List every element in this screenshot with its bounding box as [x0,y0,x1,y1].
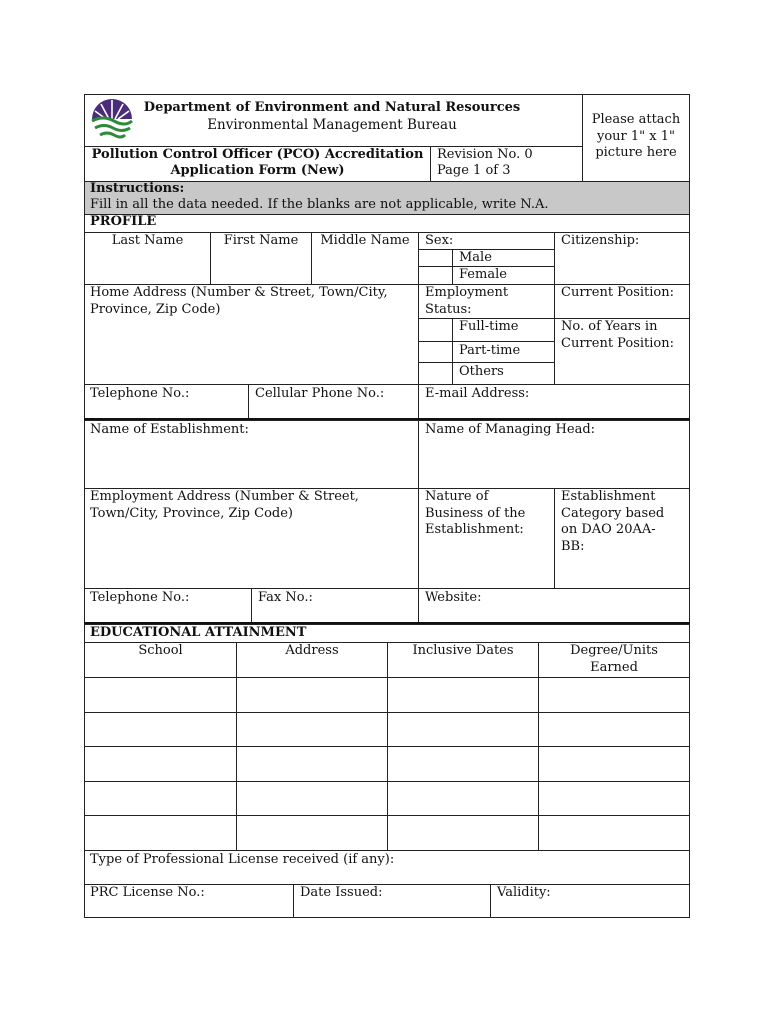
table-cell[interactable] [84,815,237,851]
part-time-label: Part-time [459,343,521,358]
full-time-checkbox[interactable] [418,318,453,342]
denr-logo [89,96,135,142]
prc-license-label: PRC License No.: [90,885,205,900]
table-cell[interactable] [387,677,539,713]
others-label: Others [459,364,504,379]
middle-name-label: Middle Name [320,233,410,248]
table-cell[interactable] [84,712,237,747]
home-address-label: Home Address (Number & Street, Town/City, Province, Zip Code) [90,285,388,317]
profile-heading: PROFILE [90,214,157,229]
form-title-line1: Pollution Control Officer (PCO) Accreditation [91,147,424,162]
telephone2-label: Telephone No.: [90,590,190,605]
table-cell[interactable] [84,746,237,782]
est-category-label: Establishment Category based on DAO 20AA- BB: [561,489,665,554]
full-time-label: Full-time [459,319,519,334]
managing-head-label: Name of Managing Head: [425,422,596,437]
male-label: Male [459,250,492,265]
last-name-label: Last Name [111,233,184,248]
sex-label: Sex: [425,233,454,248]
validity-label: Validity: [497,885,551,900]
fax-label: Fax No.: [258,590,313,605]
others-checkbox[interactable] [418,362,453,385]
bureau-name: Environmental Management Bureau [207,117,457,133]
nature-business-label: Nature of Business of the Establishment: [425,489,526,537]
form-title-line2: Application Form (New) [170,163,345,178]
table-cell[interactable] [84,677,237,713]
degree-header: Degree/Units Earned [570,643,658,675]
instructions-heading: Instructions: [90,181,185,196]
employment-address-label: Employment Address (Number & Street, Town/City, Province, Zip Code) [90,489,359,521]
male-checkbox[interactable] [418,249,453,267]
agency-name: Department of Environment and Natural Resources [143,100,521,115]
table-cell[interactable] [236,781,388,816]
table-cell[interactable] [387,746,539,782]
table-cell[interactable] [538,746,690,782]
table-cell[interactable] [236,712,388,747]
table-cell[interactable] [236,677,388,713]
profile-heading-cell [84,214,690,233]
cellular-label: Cellular Phone No.: [255,386,385,401]
photo-note: Please attach your 1" x 1" picture here [591,112,681,160]
table-cell[interactable] [387,815,539,851]
table-cell[interactable] [387,781,539,816]
email-label: E-mail Address: [425,386,530,401]
instructions-text: Fill in all the data needed. If the blanks are not applicable, write N.A. [90,197,549,212]
years-in-position-label: No. of Years in Current Position: [561,319,675,351]
website-label: Website: [425,590,482,605]
license-type-label: Type of Professional License received (if any): [90,852,395,867]
citizenship-label: Citizenship: [561,233,640,248]
education-heading: EDUCATIONAL ATTAINMENT [90,625,307,640]
table-cell[interactable] [538,815,690,851]
address-header: Address [285,643,339,658]
table-cell[interactable] [538,781,690,816]
female-checkbox[interactable] [418,266,453,285]
revision-number: Revision No. 0 [437,147,533,162]
female-label: Female [459,267,507,282]
table-cell[interactable] [236,746,388,782]
employment-status-label: Employment Status: [425,285,509,317]
table-cell[interactable] [387,712,539,747]
table-cell[interactable] [538,677,690,713]
telephone-label: Telephone No.: [90,386,190,401]
table-cell[interactable] [84,781,237,816]
part-time-checkbox[interactable] [418,341,453,363]
table-cell[interactable] [236,815,388,851]
table-cell[interactable] [538,712,690,747]
first-name-label: First Name [223,233,299,248]
establishment-label: Name of Establishment: [90,422,249,437]
inclusive-dates-header: Inclusive Dates [412,643,514,658]
current-position-label: Current Position: [561,285,675,300]
school-header: School [138,643,183,658]
page-number: Page 1 of 3 [437,163,511,178]
date-issued-label: Date Issued: [300,885,383,900]
